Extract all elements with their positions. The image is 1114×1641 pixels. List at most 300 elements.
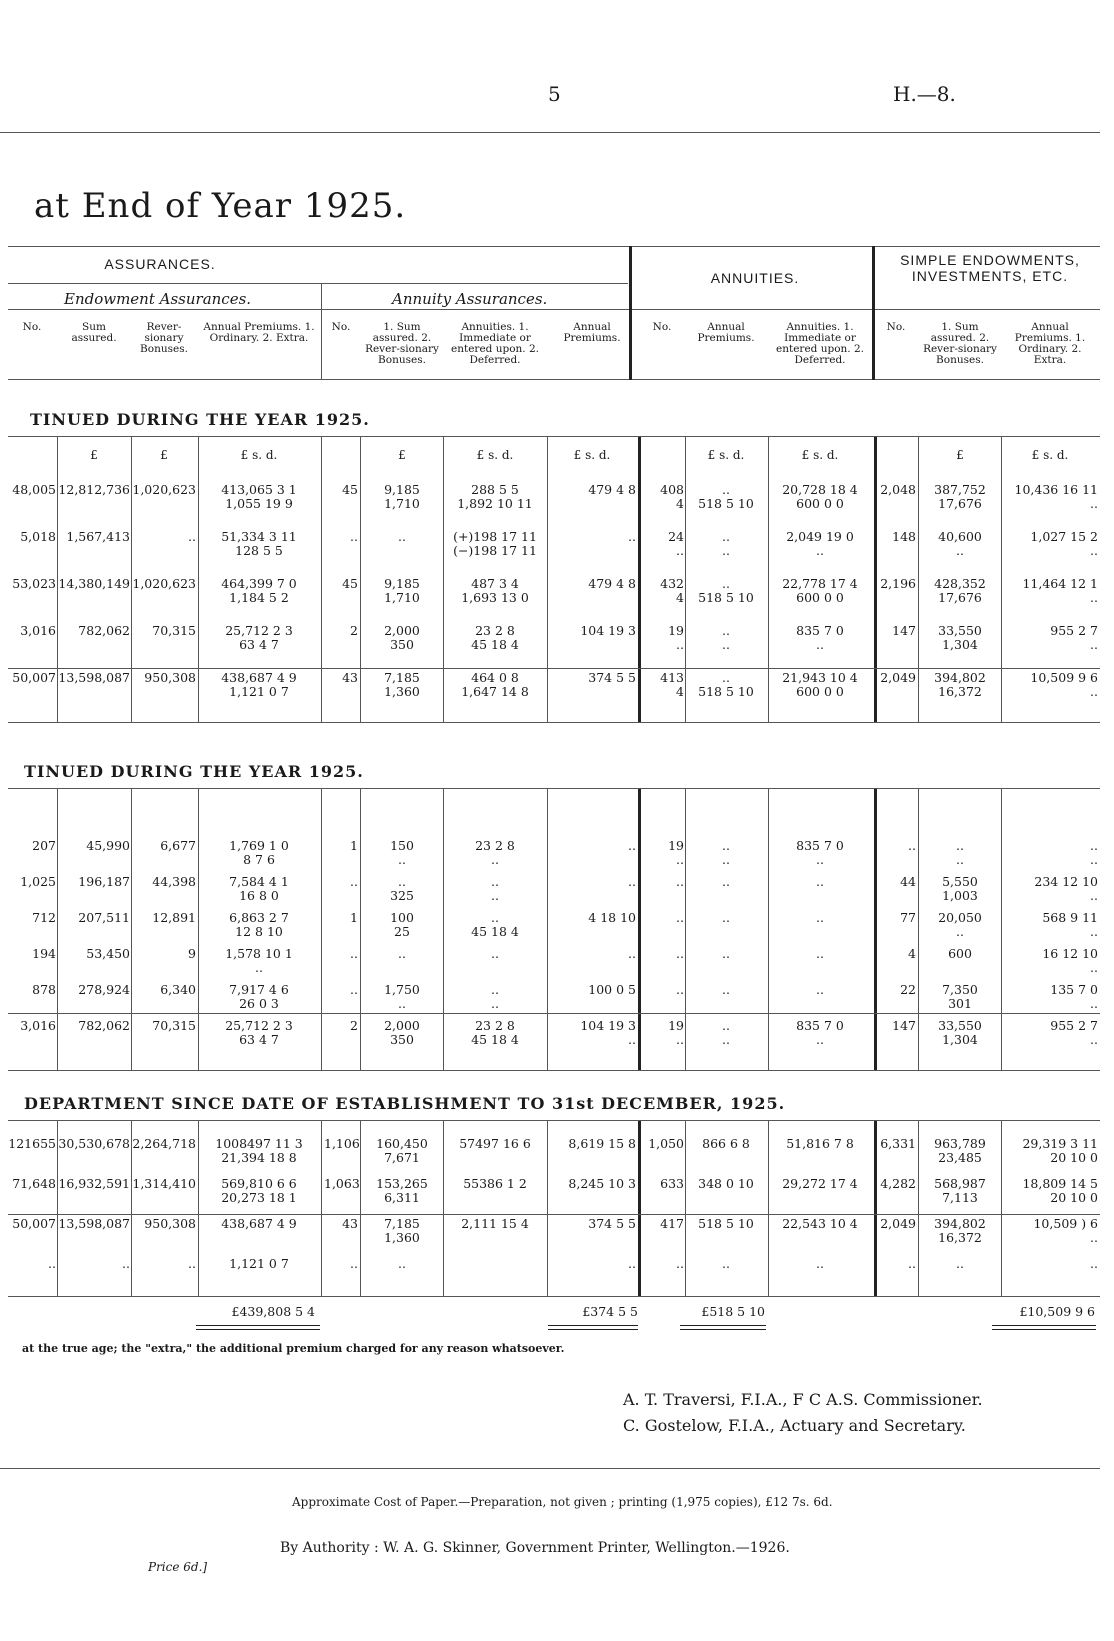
page-number: 5 xyxy=(548,82,561,106)
column-header-5: 1. Sum assured. 2. Rever-sionary Bonuses. xyxy=(365,321,439,366)
unit-label-2: £ s. d. xyxy=(240,448,278,462)
sec2-cell-3-3-0: 1,578 10 1 xyxy=(225,946,293,961)
sec2-cell-5-10-1: .. xyxy=(816,1032,824,1047)
sec2-cell-4-11-0: 22 xyxy=(900,982,916,997)
sec1-cell-0-11-0: 2,048 xyxy=(880,482,916,497)
sec1-cell-0-6-0: 288 5 5 xyxy=(471,482,519,497)
sec1-cell-0-13-0: 10,436 16 11 xyxy=(1014,482,1098,497)
sec1-col-rule-6 xyxy=(547,437,548,722)
sec3-cell-3-5-0: .. xyxy=(398,1256,406,1271)
header-rule-sub xyxy=(8,309,1100,310)
sec2-cell-1-7-0: .. xyxy=(628,874,636,889)
column-header-9: Annual Premiums. xyxy=(697,321,755,344)
sec3-col-rule-3 xyxy=(321,1121,322,1297)
sec2-cell-5-9-0: .. xyxy=(722,1018,730,1033)
sec2-col-rule-7 xyxy=(638,789,641,1070)
sec2-cell-5-9-1: .. xyxy=(722,1032,730,1047)
sec1-cell-2-13-1: .. xyxy=(1090,590,1098,605)
sec3-cell-2-13-0: 10,509 ) 6 xyxy=(1033,1216,1098,1231)
price-note: Price 6d.] xyxy=(148,1560,208,1574)
sec1-cell-2-13-0: 11,464 12 1 xyxy=(1022,576,1098,591)
sec3-cell-3-13-0: .. xyxy=(1090,1256,1098,1271)
sec3-col-rule-6 xyxy=(547,1121,548,1297)
sec1-cell-4-13-0: 10,509 9 6 xyxy=(1030,670,1098,685)
sec3-cell-2-1-0: 13,598,087 xyxy=(58,1216,130,1231)
sec2-cell-0-0-0: 207 xyxy=(32,838,56,853)
sec1-cell-4-7-0: 374 5 5 xyxy=(588,670,636,685)
signature-actuary: C. Gostelow, F.I.A., Actuary and Secretary. xyxy=(623,1416,966,1435)
sec2-cell-0-13-1: .. xyxy=(1090,852,1098,867)
sec3-cell-1-13-1: 20 10 0 xyxy=(1050,1190,1098,1205)
assurances-heading: ASSURANCES. xyxy=(104,256,216,272)
sec3-rule-b xyxy=(8,1296,1100,1297)
sec3-cell-1-5-1: 6,311 xyxy=(384,1190,420,1205)
sec2-cell-5-10-0: 835 7 0 xyxy=(796,1018,844,1033)
sec3-col-rule-8 xyxy=(685,1121,686,1297)
sec3-cell-0-5-0: 160,450 xyxy=(376,1136,428,1151)
sec1-cell-3-3-0: 25,712 2 3 xyxy=(225,623,293,638)
sec1-cell-3-8-0: 19 xyxy=(668,623,684,638)
annuity-assurance-divider xyxy=(321,283,322,380)
sec1-cell-4-10-1: 600 0 0 xyxy=(796,684,844,699)
sec2-cell-0-8-1: .. xyxy=(676,852,684,867)
sec1-cell-2-10-1: 600 0 0 xyxy=(796,590,844,605)
sec3-cell-0-10-0: 51,816 7 8 xyxy=(786,1136,854,1151)
sec2-cell-0-1-0: 45,990 xyxy=(86,838,130,853)
sec2-cell-0-12-1: .. xyxy=(956,852,964,867)
sec2-cell-5-8-0: 19 xyxy=(668,1018,684,1033)
cost-note: Approximate Cost of Paper.—Preparation, not given ; printing (1,975 copies), £12 7s. 6d. xyxy=(292,1495,833,1509)
sec2-cell-1-5-1: 325 xyxy=(390,888,414,903)
sec1-cell-4-3-0: 438,687 4 9 xyxy=(221,670,297,685)
sec2-cell-0-4-0: 1 xyxy=(350,838,358,853)
sec3-cell-3-11-0: .. xyxy=(908,1256,916,1271)
sec2-total-rule xyxy=(8,1013,1100,1014)
sec1-col-rule-10 xyxy=(874,437,877,722)
sec2-cell-1-8-0: .. xyxy=(676,874,684,889)
sec2-cell-3-1-0: 53,450 xyxy=(86,946,130,961)
sec1-cell-1-10-1: .. xyxy=(816,543,824,558)
total-premiums: £439,808 5 4 xyxy=(231,1304,315,1319)
sec2-cell-1-3-1: 16 8 0 xyxy=(239,888,279,903)
column-header-4: No. xyxy=(331,321,351,333)
sec3-cell-3-3-0: 1,121 0 7 xyxy=(229,1256,289,1271)
sec1-cell-2-6-0: 487 3 4 xyxy=(471,576,519,591)
sec1-cell-3-4-0: 2 xyxy=(350,623,358,638)
sec2-cell-4-12-0: 7,350 xyxy=(942,982,978,997)
sec1-col-rule-11 xyxy=(918,437,919,722)
sec3-cell-1-8-0: 633 xyxy=(660,1176,684,1191)
sec2-cell-3-8-0: .. xyxy=(676,946,684,961)
sec3-cell-0-7-0: 8,619 15 8 xyxy=(568,1136,636,1151)
sec3-cell-1-5-0: 153,265 xyxy=(376,1176,428,1191)
column-header-1: Sum assured. xyxy=(71,321,117,344)
sec3-cell-1-6-0: 55386 1 2 xyxy=(463,1176,527,1191)
sec1-cell-3-12-1: 1,304 xyxy=(942,637,978,652)
column-header-12: 1. Sum assured. 2. Rever-sionary Bonuses. xyxy=(923,321,997,366)
unit-label-1: £ xyxy=(160,448,168,462)
sec1-cell-2-8-1: 4 xyxy=(676,590,684,605)
sec2-cell-1-6-0: .. xyxy=(491,874,499,889)
sec3-cell-0-3-0: 1008497 11 3 xyxy=(215,1136,303,1151)
total-underline-3 xyxy=(680,1325,766,1330)
sec1-cell-2-2-0: 1,020,623 xyxy=(132,576,196,591)
sec2-cell-1-13-0: 234 12 10 xyxy=(1034,874,1098,889)
sec3-cell-1-9-0: 348 0 10 xyxy=(698,1176,754,1191)
sec1-cell-4-12-0: 394,802 xyxy=(934,670,986,685)
sec1-cell-0-12-1: 17,676 xyxy=(938,496,982,511)
total-underline-4 xyxy=(992,1325,1096,1330)
section-2-end-rule xyxy=(8,1070,1100,1071)
sec1-cell-2-1-0: 14,380,149 xyxy=(58,576,130,591)
sec3-cell-0-13-1: 20 10 0 xyxy=(1050,1150,1098,1165)
sec1-cell-3-6-0: 23 2 8 xyxy=(475,623,515,638)
authority-line: By Authority : W. A. G. Skinner, Government Printer, Wellington.—1926. xyxy=(280,1540,790,1556)
sec2-cell-2-5-1: 25 xyxy=(394,924,410,939)
sec3-cell-2-11-0: 2,049 xyxy=(880,1216,916,1231)
sec1-cell-4-10-0: 21,943 10 4 xyxy=(782,670,858,685)
unit-label-7: £ s. d. xyxy=(801,448,839,462)
sec1-cell-2-3-1: 1,184 5 2 xyxy=(229,590,289,605)
annuities-heading: ANNUITIES. xyxy=(710,270,800,286)
sec3-cell-1-1-0: 16,932,591 xyxy=(58,1176,130,1191)
sec2-cell-3-5-0: .. xyxy=(398,946,406,961)
unit-label-5: £ s. d. xyxy=(573,448,611,462)
header-rule-top xyxy=(8,246,1100,247)
footer-rule xyxy=(0,1468,1100,1469)
sec1-cell-2-7-0: 479 4 8 xyxy=(588,576,636,591)
sec2-cell-5-0-0: 3,016 xyxy=(20,1018,56,1033)
sec1-cell-1-8-0: 24 xyxy=(668,529,684,544)
sec3-cell-1-12-1: 7,113 xyxy=(942,1190,978,1205)
sec3-cell-1-4-0: 1,063 xyxy=(324,1176,360,1191)
sec2-cell-2-6-1: 45 18 4 xyxy=(471,924,519,939)
sec1-cell-4-9-1: 518 5 10 xyxy=(698,684,754,699)
sec1-col-rule-7 xyxy=(638,437,641,722)
sec2-cell-5-8-1: .. xyxy=(676,1032,684,1047)
sec3-cell-1-11-0: 4,282 xyxy=(880,1176,916,1191)
sec1-total-rule xyxy=(8,668,1100,669)
sec2-cell-0-10-1: .. xyxy=(816,852,824,867)
sec3-cell-0-11-0: 6,331 xyxy=(880,1136,916,1151)
sec1-cell-3-13-1: .. xyxy=(1090,637,1098,652)
sec1-cell-0-12-0: 387,752 xyxy=(934,482,986,497)
column-header-7: Annual Premiums. xyxy=(563,321,621,344)
sec3-cell-2-12-0: 394,802 xyxy=(934,1216,986,1231)
sec2-cell-0-10-0: 835 7 0 xyxy=(796,838,844,853)
sec1-col-rule-8 xyxy=(685,437,686,722)
total-annuity-premiums: £374 5 5 xyxy=(582,1304,638,1319)
sec1-cell-1-9-0: .. xyxy=(722,529,730,544)
sec2-cell-5-4-0: 2 xyxy=(350,1018,358,1033)
sec3-col-rule-1 xyxy=(131,1121,132,1297)
sec1-cell-3-9-1: .. xyxy=(722,637,730,652)
sec1-cell-1-8-1: .. xyxy=(676,543,684,558)
sec1-cell-4-3-1: 1,121 0 7 xyxy=(229,684,289,699)
total-simple: £10,509 9 6 xyxy=(1019,1304,1095,1319)
sec1-cell-4-5-1: 1,360 xyxy=(384,684,420,699)
sec3-cell-1-7-0: 8,245 10 3 xyxy=(568,1176,636,1191)
sec1-cell-3-6-1: 45 18 4 xyxy=(471,637,519,652)
sec3-col-rule-12 xyxy=(1001,1121,1002,1297)
sec3-col-rule-10 xyxy=(874,1121,877,1297)
sec2-cell-4-13-0: 135 7 0 xyxy=(1050,982,1098,997)
sec1-cell-1-6-1: (−)198 17 11 xyxy=(453,543,537,558)
column-header-6: Annuities. 1. Immediate or entered upon. 2. Deferred. xyxy=(451,321,539,366)
sec1-cell-4-13-1: .. xyxy=(1090,684,1098,699)
sec1-col-rule-0 xyxy=(57,437,58,722)
sec2-cell-5-6-0: 23 2 8 xyxy=(475,1018,515,1033)
sec2-cell-0-11-0: .. xyxy=(908,838,916,853)
sec2-cell-5-2-0: 70,315 xyxy=(152,1018,196,1033)
sec2-cell-2-13-0: 568 9 11 xyxy=(1042,910,1098,925)
sec2-cell-1-13-1: .. xyxy=(1090,888,1098,903)
endowment-heading: Endowment Assurances. xyxy=(64,290,252,308)
sec3-cell-2-12-1: 16,372 xyxy=(938,1230,982,1245)
sec2-cell-4-8-0: .. xyxy=(676,982,684,997)
sec1-cell-1-13-1: .. xyxy=(1090,543,1098,558)
column-header-2: Rever-sionary Bonuses. xyxy=(140,321,188,355)
sec2-cell-1-4-0: .. xyxy=(350,874,358,889)
sec1-cell-4-9-0: .. xyxy=(722,670,730,685)
sec3-cell-2-5-0: 7,185 xyxy=(384,1216,420,1231)
sec2-cell-5-7-1: .. xyxy=(628,1032,636,1047)
sec1-cell-1-12-0: 40,600 xyxy=(938,529,982,544)
sec2-cell-2-13-1: .. xyxy=(1090,924,1098,939)
sec1-cell-0-10-0: 20,728 18 4 xyxy=(782,482,858,497)
header-rule-group xyxy=(8,283,628,284)
sec1-cell-2-5-0: 9,185 xyxy=(384,576,420,591)
sec2-cell-3-9-0: .. xyxy=(722,946,730,961)
sec3-cell-2-9-0: 518 5 10 xyxy=(698,1216,754,1231)
sec2-col-rule-12 xyxy=(1001,789,1002,1070)
sec2-cell-0-9-1: .. xyxy=(722,852,730,867)
sec1-cell-3-1-0: 782,062 xyxy=(78,623,130,638)
sec1-cell-0-2-0: 1,020,623 xyxy=(132,482,196,497)
sec1-cell-2-11-0: 2,196 xyxy=(880,576,916,591)
sec2-cell-5-3-0: 25,712 2 3 xyxy=(225,1018,293,1033)
sec1-col-rule-9 xyxy=(768,437,769,722)
sec2-cell-4-7-0: 100 0 5 xyxy=(588,982,636,997)
sec1-cell-3-13-0: 955 2 7 xyxy=(1050,623,1098,638)
sec3-col-rule-9 xyxy=(768,1121,769,1297)
sec2-cell-3-12-0: 600 xyxy=(948,946,972,961)
sec1-cell-4-6-1: 1,647 14 8 xyxy=(461,684,529,699)
sec2-cell-4-4-0: .. xyxy=(350,982,358,997)
annuity-assurances-heading: Annuity Assurances. xyxy=(392,290,548,308)
sec3-cell-0-9-0: 866 6 8 xyxy=(702,1136,750,1151)
sec2-cell-0-8-0: 19 xyxy=(668,838,684,853)
signature-commissioner: A. T. Traversi, F.I.A., F C A.S. Commissioner. xyxy=(623,1390,983,1409)
simple-endowments-heading: SIMPLE ENDOWMENTS, INVESTMENTS, ETC. xyxy=(900,252,1080,284)
sec1-cell-1-5-0: .. xyxy=(398,529,406,544)
simple-divider xyxy=(872,246,875,380)
sec2-cell-3-13-0: 16 12 10 xyxy=(1042,946,1098,961)
section-2-title: TINUED DURING THE YEAR 1925. xyxy=(24,762,364,781)
sec2-cell-3-6-0: .. xyxy=(491,946,499,961)
sec2-cell-0-6-1: .. xyxy=(491,852,499,867)
sec3-cell-3-7-0: .. xyxy=(628,1256,636,1271)
sec3-cell-1-3-0: 569,810 6 6 xyxy=(221,1176,297,1191)
sec1-col-rule-3 xyxy=(321,437,322,722)
sec1-cell-2-6-1: 1,693 13 0 xyxy=(461,590,529,605)
sec1-cell-3-7-0: 104 19 3 xyxy=(580,623,636,638)
sec2-cell-2-4-0: 1 xyxy=(350,910,358,925)
sec1-cell-0-1-0: 12,812,736 xyxy=(58,482,130,497)
sec3-rule-a xyxy=(8,1214,1100,1215)
sec2-col-rule-8 xyxy=(685,789,686,1070)
sec2-cell-1-0-0: 1,025 xyxy=(20,874,56,889)
sec2-cell-5-13-0: 955 2 7 xyxy=(1050,1018,1098,1033)
column-header-10: Annuities. 1. Immediate or entered upon. 2. Deferred. xyxy=(776,321,864,366)
sec2-cell-2-12-0: 20,050 xyxy=(938,910,982,925)
sec2-cell-4-2-0: 6,340 xyxy=(160,982,196,997)
column-header-13: Annual Premiums. 1. Ordinary. 2. Extra. xyxy=(1014,321,1086,366)
sec3-cell-2-5-1: 1,360 xyxy=(384,1230,420,1245)
sec3-cell-2-4-0: 43 xyxy=(342,1216,358,1231)
sec3-cell-2-10-0: 22,543 10 4 xyxy=(782,1216,858,1231)
sec2-cell-2-3-0: 6,863 2 7 xyxy=(229,910,289,925)
sec1-cell-0-7-0: 479 4 8 xyxy=(588,482,636,497)
sec1-col-rule-5 xyxy=(443,437,444,722)
sec2-cell-5-13-1: .. xyxy=(1090,1032,1098,1047)
footnote: at the true age; the "extra," the additional premium charged for any reason whatsoever. xyxy=(22,1342,565,1355)
sec1-cell-4-5-0: 7,185 xyxy=(384,670,420,685)
sec2-cell-3-11-0: 4 xyxy=(908,946,916,961)
sec2-cell-5-5-0: 2,000 xyxy=(384,1018,420,1033)
header-rule-bottom xyxy=(8,379,1100,380)
sec3-cell-1-3-1: 20,273 18 1 xyxy=(221,1190,297,1205)
sec1-cell-3-10-1: .. xyxy=(816,637,824,652)
sec2-cell-2-5-0: 100 xyxy=(390,910,414,925)
sec2-cell-5-7-0: 104 19 3 xyxy=(580,1018,636,1033)
sec3-col-rule-4 xyxy=(360,1121,361,1297)
unit-label-6: £ s. d. xyxy=(707,448,745,462)
sec1-cell-2-12-0: 428,352 xyxy=(934,576,986,591)
sec3-cell-3-1-0: .. xyxy=(122,1256,130,1271)
sec1-cell-1-7-0: .. xyxy=(628,529,636,544)
sec2-cell-2-3-1: 12 8 10 xyxy=(235,924,283,939)
sec2-cell-3-0-0: 194 xyxy=(32,946,56,961)
sec2-cell-1-5-0: .. xyxy=(398,874,406,889)
sec2-cell-5-1-0: 782,062 xyxy=(78,1018,130,1033)
sec1-cell-1-6-0: (+)198 17 11 xyxy=(453,529,537,544)
sec1-col-rule-4 xyxy=(360,437,361,722)
sec3-cell-1-12-0: 568,987 xyxy=(934,1176,986,1191)
sec2-cell-2-0-0: 712 xyxy=(32,910,56,925)
sec2-cell-5-12-0: 33,550 xyxy=(938,1018,982,1033)
sec1-cell-0-9-1: 518 5 10 xyxy=(698,496,754,511)
sec1-cell-2-9-0: .. xyxy=(722,576,730,591)
sec2-cell-2-1-0: 207,511 xyxy=(78,910,130,925)
sec2-col-rule-3 xyxy=(321,789,322,1070)
sec1-cell-1-12-1: .. xyxy=(956,543,964,558)
column-header-3: Annual Premiums. 1. Ordinary. 2. Extra. xyxy=(203,321,315,344)
sec1-cell-3-5-0: 2,000 xyxy=(384,623,420,638)
sec3-cell-2-6-0: 2,111 15 4 xyxy=(461,1216,529,1231)
sec1-cell-2-10-0: 22,778 17 4 xyxy=(782,576,858,591)
sec2-col-rule-1 xyxy=(131,789,132,1070)
sec2-cell-3-3-1: .. xyxy=(255,960,263,975)
sec3-col-rule-2 xyxy=(198,1121,199,1297)
sec2-cell-4-5-1: .. xyxy=(398,996,406,1011)
sec3-col-rule-11 xyxy=(918,1121,919,1297)
sec1-cell-2-12-1: 17,676 xyxy=(938,590,982,605)
sec3-cell-2-8-0: 417 xyxy=(660,1216,684,1231)
sec2-cell-4-0-0: 878 xyxy=(32,982,56,997)
sec1-cell-1-13-0: 1,027 15 2 xyxy=(1030,529,1098,544)
sec3-cell-0-3-1: 21,394 18 8 xyxy=(221,1150,297,1165)
sec3-cell-0-0-0: 121655 xyxy=(8,1136,56,1151)
sec1-cell-2-3-0: 464,399 7 0 xyxy=(221,576,297,591)
sec1-cell-2-8-0: 432 xyxy=(660,576,684,591)
top-rule xyxy=(0,132,1100,133)
sec2-cell-0-9-0: .. xyxy=(722,838,730,853)
sec2-cell-1-6-1: .. xyxy=(491,888,499,903)
sec2-cell-0-2-0: 6,677 xyxy=(160,838,196,853)
sec2-cell-0-5-1: .. xyxy=(398,852,406,867)
sec3-cell-0-4-0: 1,106 xyxy=(324,1136,360,1151)
sec1-cell-0-10-1: 600 0 0 xyxy=(796,496,844,511)
sec1-cell-4-12-1: 16,372 xyxy=(938,684,982,699)
sec2-cell-2-8-0: .. xyxy=(676,910,684,925)
sec2-cell-1-9-0: .. xyxy=(722,874,730,889)
sec1-cell-0-6-1: 1,892 10 11 xyxy=(457,496,533,511)
sec1-cell-0-0-0: 48,005 xyxy=(12,482,56,497)
sec3-col-rule-5 xyxy=(443,1121,444,1297)
sec1-cell-2-5-1: 1,710 xyxy=(384,590,420,605)
unit-label-3: £ xyxy=(398,448,406,462)
sec2-cell-4-9-0: .. xyxy=(722,982,730,997)
sec2-cell-2-7-0: 4 18 10 xyxy=(588,910,636,925)
sec1-cell-3-8-1: .. xyxy=(676,637,684,652)
sec1-cell-1-1-0: 1,567,413 xyxy=(66,529,130,544)
sec3-cell-3-9-0: .. xyxy=(722,1256,730,1271)
sec2-cell-4-13-1: .. xyxy=(1090,996,1098,1011)
sec1-cell-3-9-0: .. xyxy=(722,623,730,638)
sec2-cell-1-12-0: 5,550 xyxy=(942,874,978,889)
sec3-cell-1-0-0: 71,648 xyxy=(12,1176,56,1191)
sec2-cell-5-5-1: 350 xyxy=(390,1032,414,1047)
sec1-cell-4-4-0: 43 xyxy=(342,670,358,685)
sec3-cell-0-12-1: 23,485 xyxy=(938,1150,982,1165)
sec1-cell-0-8-0: 408 xyxy=(660,482,684,497)
sec2-cell-5-3-1: 63 4 7 xyxy=(239,1032,279,1047)
sec2-cell-3-7-0: .. xyxy=(628,946,636,961)
total-underline-1 xyxy=(196,1325,320,1330)
sec2-cell-0-5-0: 150 xyxy=(390,838,414,853)
sec1-cell-0-8-1: 4 xyxy=(676,496,684,511)
sec1-cell-2-9-1: 518 5 10 xyxy=(698,590,754,605)
sec1-col-rule-2 xyxy=(198,437,199,722)
sec2-col-rule-5 xyxy=(443,789,444,1070)
sec2-cell-4-12-1: 301 xyxy=(948,996,972,1011)
annuities-divider xyxy=(629,246,632,380)
sec1-cell-3-11-0: 147 xyxy=(892,623,916,638)
sec3-cell-2-2-0: 950,308 xyxy=(144,1216,196,1231)
unit-label-0: £ xyxy=(90,448,98,462)
sec1-cell-4-8-0: 413 xyxy=(660,670,684,685)
sec1-cell-4-2-0: 950,308 xyxy=(144,670,196,685)
sec2-cell-4-5-0: 1,750 xyxy=(384,982,420,997)
sec2-col-rule-10 xyxy=(874,789,877,1070)
sec2-cell-4-1-0: 278,924 xyxy=(78,982,130,997)
sec1-cell-4-6-0: 464 0 8 xyxy=(471,670,519,685)
sec1-cell-1-0-0: 5,018 xyxy=(20,529,56,544)
sec2-cell-3-10-0: .. xyxy=(816,946,824,961)
sec2-cell-1-12-1: 1,003 xyxy=(942,888,978,903)
sec1-cell-1-3-0: 51,334 3 11 xyxy=(221,529,297,544)
